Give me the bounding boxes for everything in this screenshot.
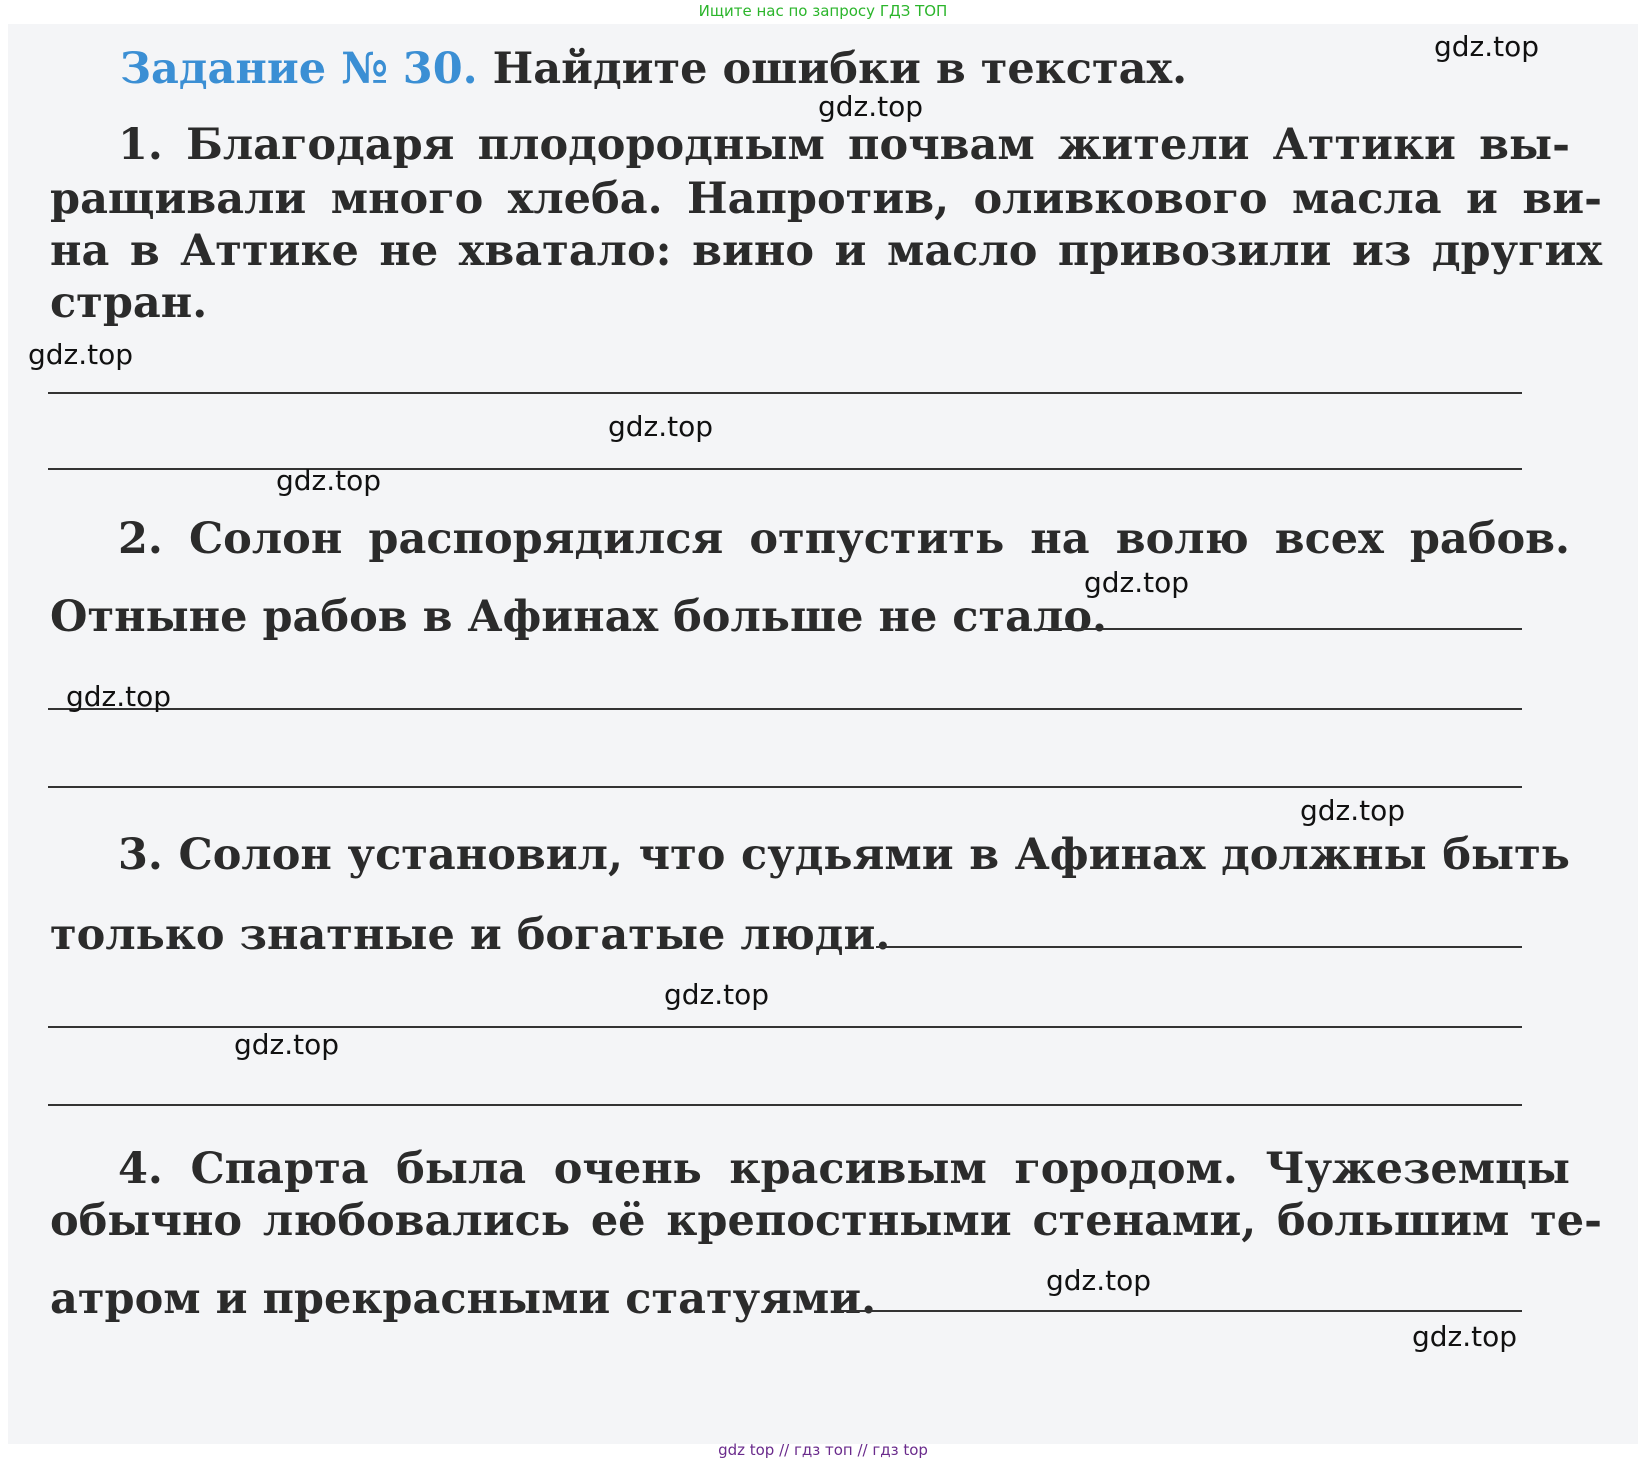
watermark: gdz.top: [1046, 1264, 1152, 1297]
item-4-line-3: атром и прекрасными статуями.: [50, 1274, 877, 1324]
watermark: gdz.top: [608, 410, 714, 443]
answer-line: [1040, 628, 1522, 630]
item-4-line-2: обычно любовались её крепостными стенами, большим те-: [50, 1196, 1602, 1246]
watermark: gdz.top: [1434, 30, 1540, 63]
item-2-line-2: Отныне рабов в Афинах больше не стало.: [50, 592, 1107, 642]
task-number-label: Задание № 30.: [120, 44, 478, 94]
answer-line: [836, 1310, 1522, 1312]
watermark: gdz.top: [1084, 566, 1190, 599]
task-title: [120, 44, 1187, 94]
answer-line: [48, 786, 1522, 788]
watermark: gdz.top: [664, 978, 770, 1011]
watermark: gdz.top: [66, 680, 172, 713]
watermark: gdz.top: [818, 90, 924, 123]
watermark: gdz.top: [276, 464, 382, 497]
item-3-line-1: 3. Солон установил, что судьями в Афинах должны быть: [118, 830, 1570, 880]
watermark: gdz.top: [234, 1028, 340, 1061]
footer-links: gdz top // гдз топ // гдз top: [718, 1441, 928, 1459]
item-3-line-2: только знатные и богатые люди.: [50, 910, 891, 960]
answer-line: [48, 1104, 1522, 1106]
item-1-line-1: 1. Благодаря плодородным почвам жители Аттики вы-: [118, 120, 1570, 170]
watermark: gdz.top: [28, 338, 134, 371]
item-4-line-1: 4. Спарта была очень красивым городом. Чужеземцы: [118, 1144, 1570, 1194]
search-hint: Ищите нас по запросу ГДЗ ТОП: [698, 2, 948, 20]
task-instruction: Найдите ошибки в текстах.: [492, 44, 1188, 94]
answer-line: [876, 946, 1522, 948]
item-2-line-1: 2. Солон распорядился отпустить на волю всех рабов.: [118, 514, 1570, 564]
item-1-line-4: стран.: [50, 278, 208, 328]
answer-line: [48, 708, 1522, 710]
watermark: gdz.top: [1300, 794, 1406, 827]
watermark: gdz.top: [1412, 1320, 1518, 1353]
answer-line: [48, 468, 1522, 470]
item-1-line-3: на в Аттике не хватало: вино и масло привозили из других: [50, 226, 1602, 276]
answer-line: [48, 392, 1522, 394]
item-1-line-2: ращивали много хлеба. Напротив, оливкового масла и ви-: [50, 174, 1602, 224]
